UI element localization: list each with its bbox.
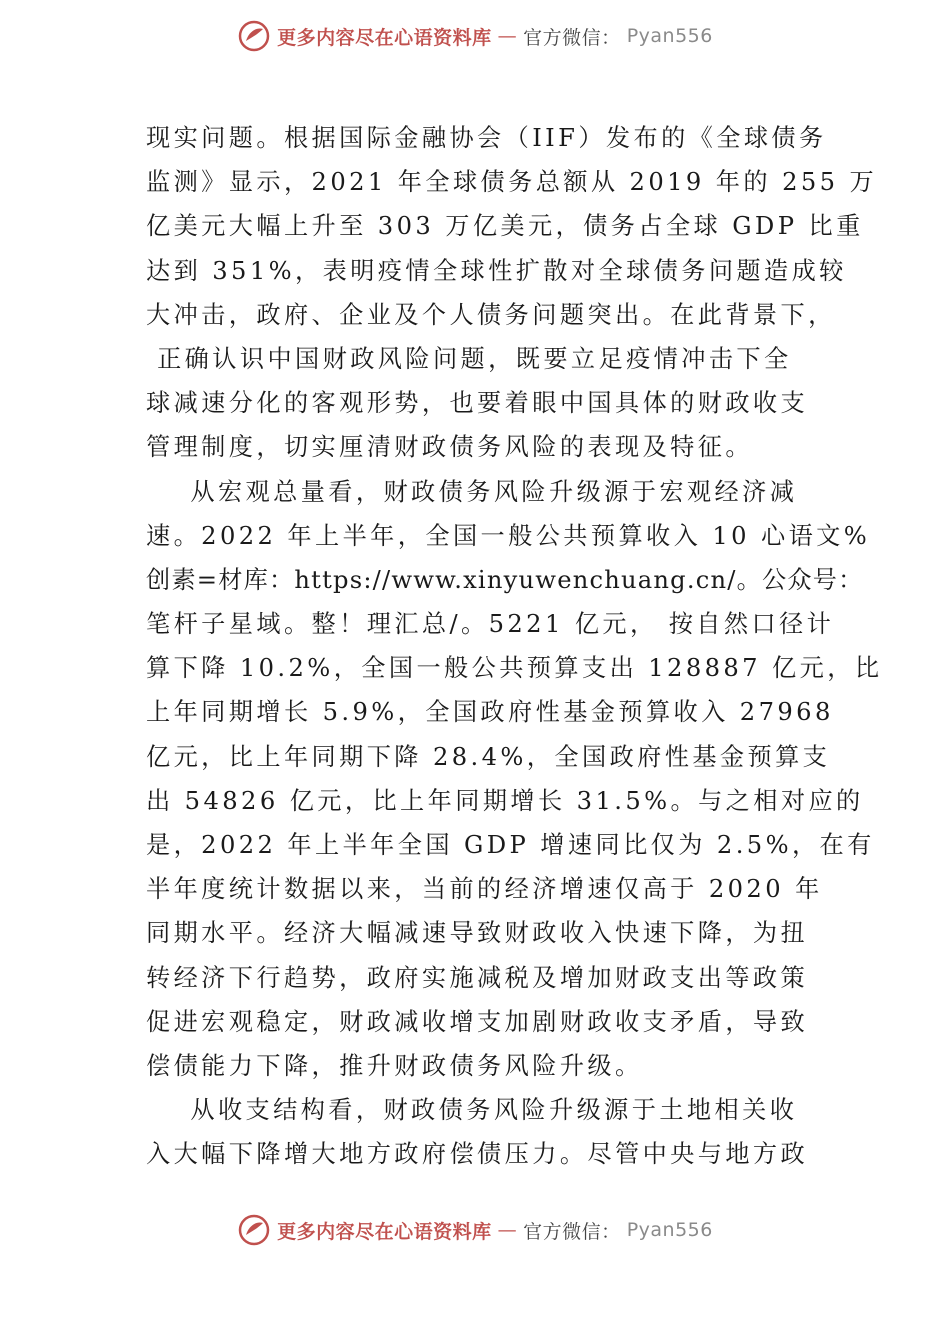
brand-logo-icon (237, 19, 271, 53)
text-line: 入大幅下降增大地方政府偿债压力。尽管中央与地方政 (146, 1140, 809, 1169)
banner-dash: — (497, 25, 518, 47)
banner-site-name: 更多内容尽在心语资料库 (277, 26, 492, 49)
brand-logo-icon (237, 1213, 271, 1247)
banner-wechat-label: 官方微信： (523, 1220, 621, 1243)
text-line: 速。2022 年上半年，全国一般公共预算收入 10 心语文% (146, 521, 871, 550)
text-line: 亿元，比上年同期下降 28.4%，全国政府性基金预算支 (146, 742, 831, 771)
text-line: 转经济下行趋势，政府实施减税及增加财政支出等政策 (146, 963, 809, 992)
text-line: 大冲击，政府、企业及个人债务问题突出。在此背景下， (146, 300, 836, 329)
banner-dash: — (497, 1219, 518, 1241)
text-line: 达到 351%，表明疫情全球性扩散对全球债务问题造成较 (146, 256, 847, 285)
text-line: 正确认识中国财政风险问题，既要立足疫情冲击下全 (146, 344, 792, 373)
text-line: 创素=材库：https://www.xinyuwenchuang.cn/。公众号： (146, 565, 864, 594)
footer-banner (0, 1210, 950, 1250)
banner-site-name: 更多内容尽在心语资料库 (277, 1220, 492, 1243)
banner-wechat-id: Pyan556 (626, 1219, 713, 1241)
text-line: 是，2022 年上半年全国 GDP 增速同比仅为 2.5%，在有 (146, 831, 875, 859)
text-line: 同期水平。经济大幅减速导致财政收入快速下降，为扭 (146, 919, 809, 948)
text-line: 偿债能力下降，推升财政债务风险升级。 (146, 1051, 643, 1080)
text-line: 管理制度，切实厘清财政债务风险的表现及特征。 (146, 433, 753, 462)
text-line: 从宏观总量看，财政债务风险升级源于宏观经济减 (146, 477, 798, 506)
text-line: 算下降 10.2%，全国一般公共预算支出 128887 亿元，比 (146, 654, 883, 683)
text-line: 半年度统计数据以来，当前的经济增速仅高于 2020 年 (146, 875, 823, 904)
text-line: 笔杆子星域。整！理汇总/。5221 亿元， 按自然口径计 (146, 610, 835, 639)
text-line: 出 54826 亿元，比上年同期增长 31.5%。与之相对应的 (146, 786, 864, 815)
text-line: 现实问题。根据国际金融协会（IIF）发布的《全球债务 (146, 124, 827, 152)
header-banner (0, 16, 950, 56)
text-line: 从收支结构看，财政债务风险升级源于土地相关收 (146, 1096, 798, 1125)
text-line: 上年同期增长 5.9%，全国政府性基金预算收入 27968 (146, 698, 834, 727)
text-line: 球减速分化的客观形势，也要着眼中国具体的财政收支 (146, 389, 809, 418)
text-line: 促进宏观稳定，财政减收增支加剧财政收支矛盾，导致 (146, 1007, 809, 1036)
text-line: 监测》显示，2021 年全球债务总额从 2019 年的 255 万 (146, 168, 878, 197)
banner-wechat-label: 官方微信： (523, 26, 621, 49)
banner-wechat-id: Pyan556 (626, 25, 713, 47)
text-line: 亿美元大幅上升至 303 万亿美元，债务占全球 GDP 比重 (146, 212, 864, 241)
document-body (146, 116, 883, 1177)
